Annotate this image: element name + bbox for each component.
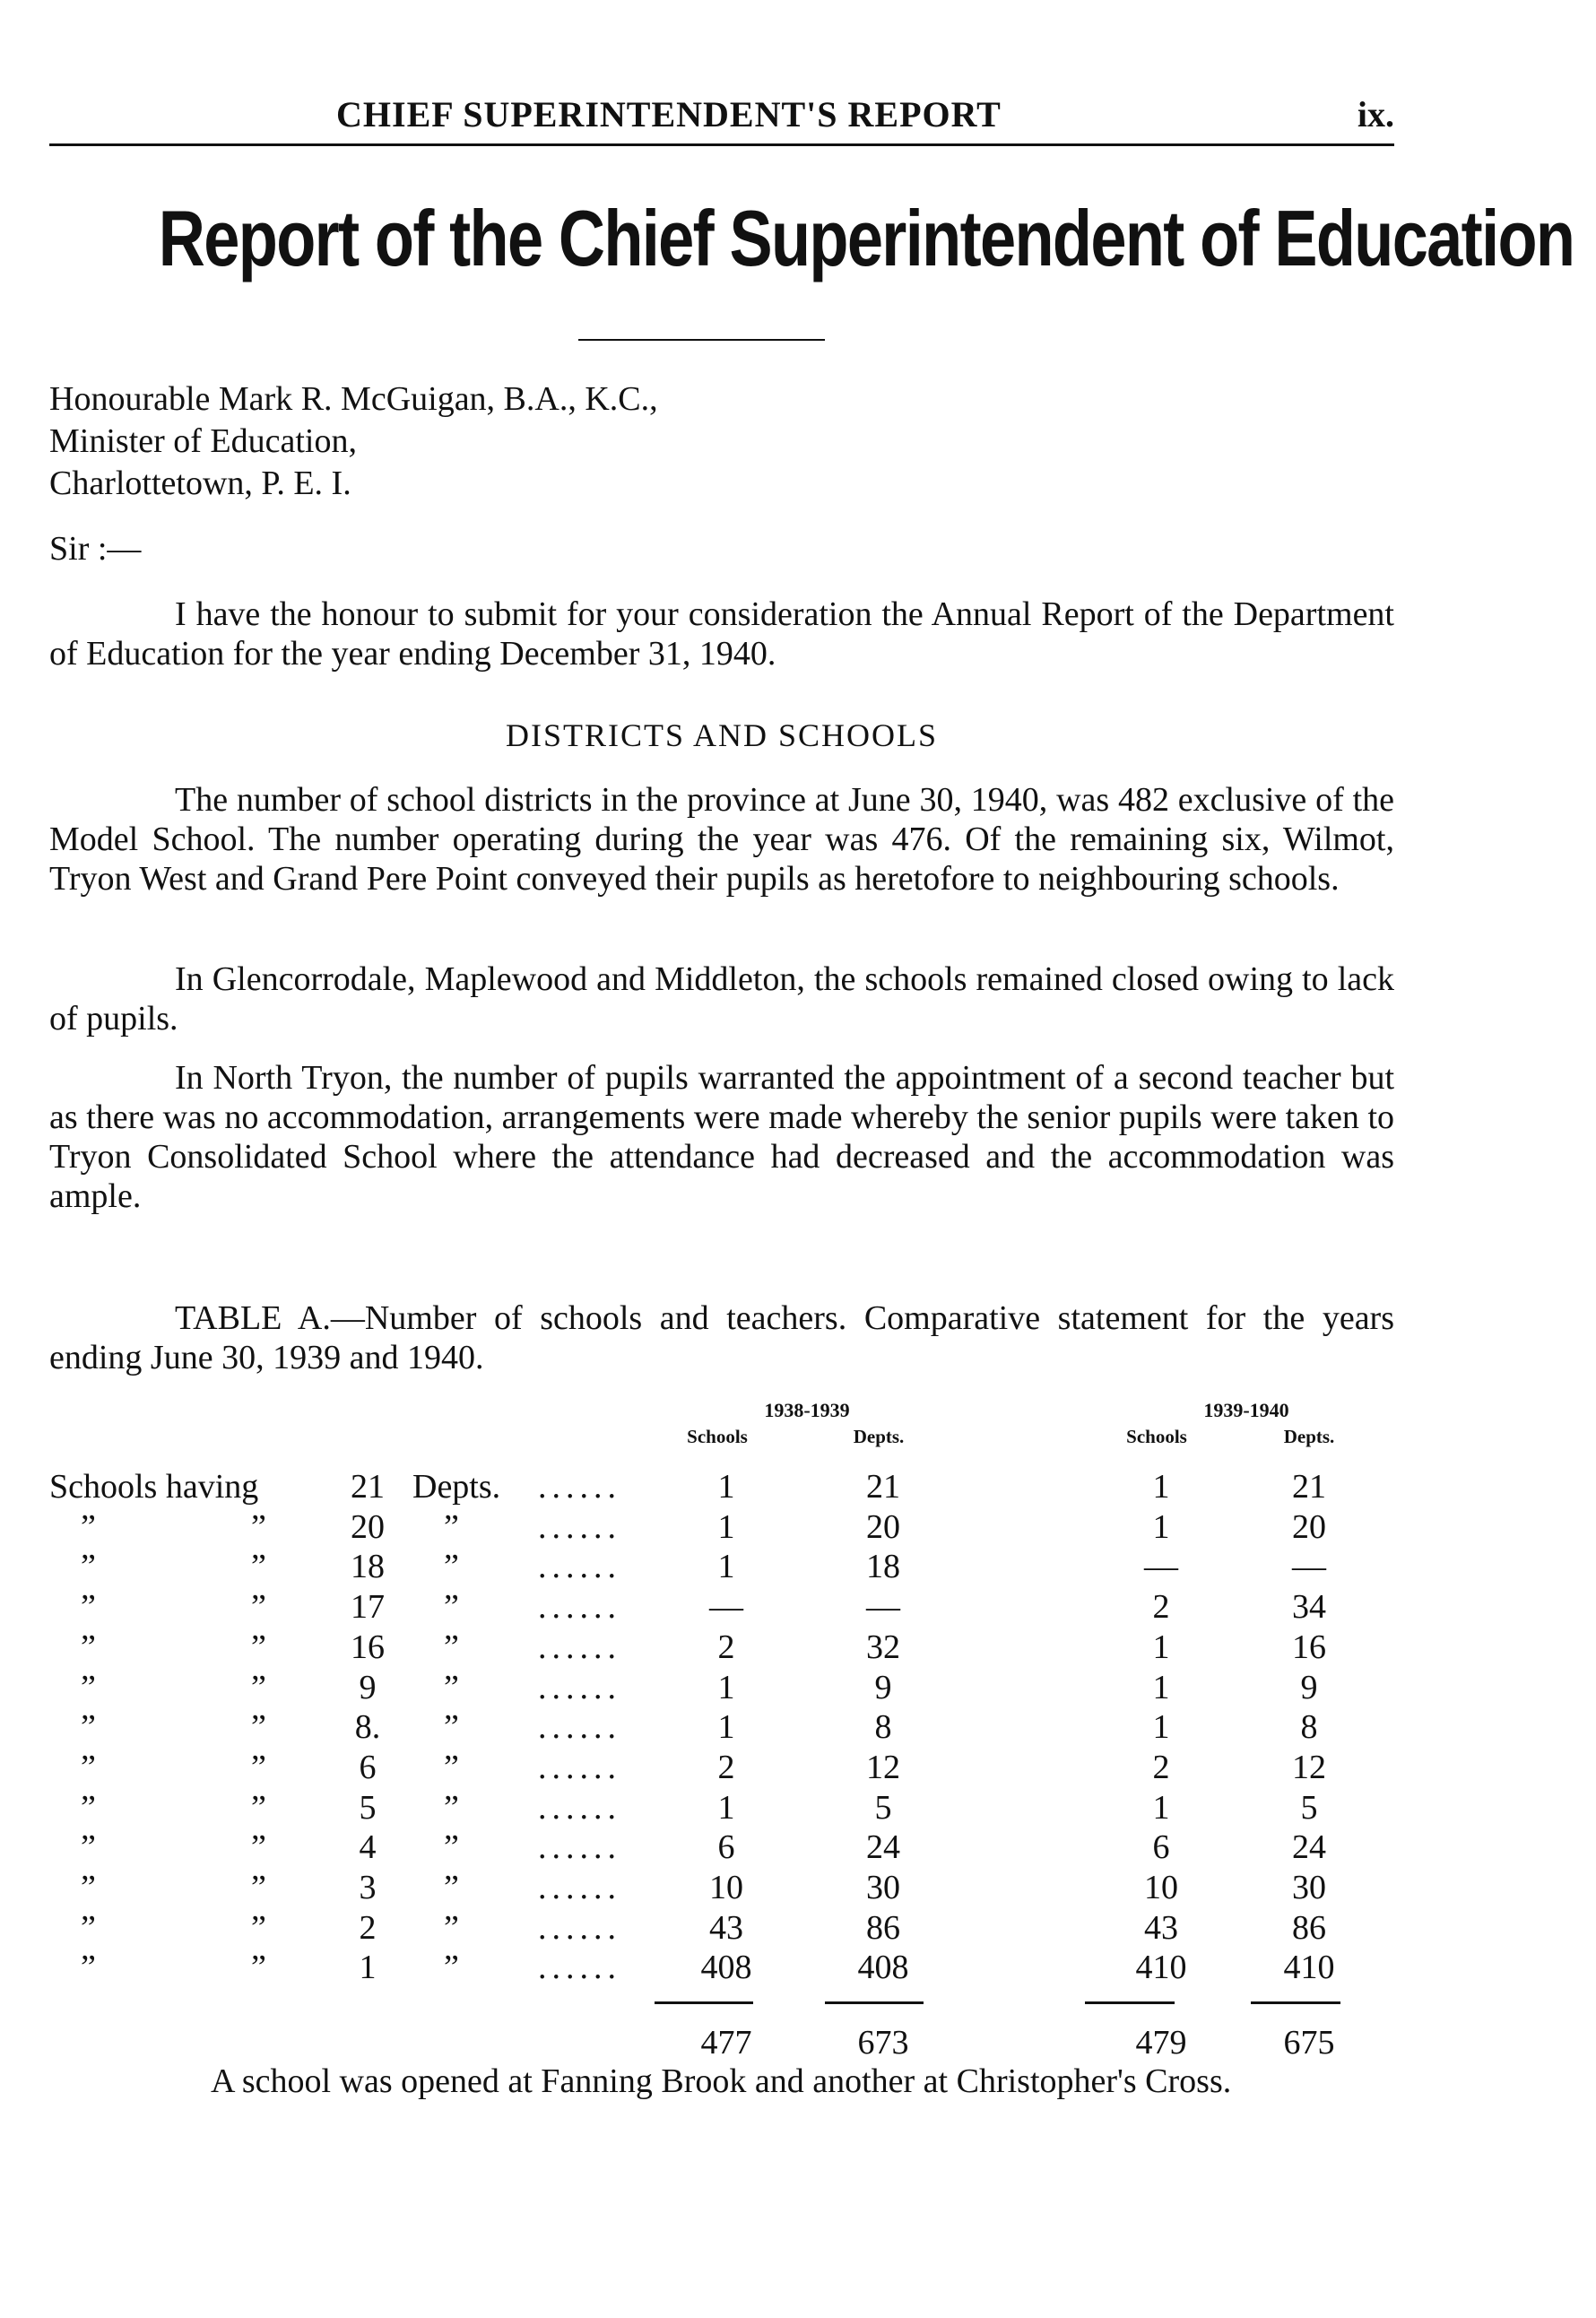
depts-1939: 9 bbox=[874, 1668, 892, 1706]
table-row bbox=[0, 1707, 1596, 1748]
depts-1939: 408 bbox=[857, 1949, 909, 1987]
schools-1939: — bbox=[709, 1588, 743, 1627]
ditto-mark: ” bbox=[444, 1748, 459, 1786]
table-row bbox=[0, 1668, 1596, 1708]
dept-count: 9 bbox=[359, 1668, 377, 1706]
leader-dots: ...... bbox=[538, 1949, 621, 1987]
schools-1939: 408 bbox=[700, 1949, 752, 1987]
schools-1940: 1 bbox=[1152, 1468, 1170, 1506]
title-divider bbox=[578, 339, 825, 341]
schools-1939: 6 bbox=[717, 1828, 735, 1867]
depts-1940: 30 bbox=[1292, 1869, 1326, 1906]
ditto-mark: ” bbox=[444, 1869, 459, 1906]
schools-1939: 43 bbox=[709, 1908, 743, 1947]
dept-count: 3 bbox=[359, 1869, 377, 1906]
column-header-schools: Schools bbox=[687, 1426, 748, 1447]
ditto-mark: ” bbox=[251, 1628, 266, 1666]
total-depts-1940: 675 bbox=[1283, 2024, 1335, 2062]
leader-dots: ...... bbox=[538, 1708, 621, 1747]
total-schools-1940: 479 bbox=[1135, 2024, 1187, 2062]
closed-schools-paragraph: In Glencorrodale, Maplewood and Middleton, the schools remained closed owing to lack of pupils. bbox=[49, 960, 1394, 1037]
table-row bbox=[0, 1507, 1596, 1548]
leader-dots: ...... bbox=[538, 1507, 621, 1546]
ditto-mark: ” bbox=[81, 1869, 96, 1906]
ditto-mark: ” bbox=[251, 1788, 266, 1827]
table-row bbox=[0, 1547, 1596, 1587]
dept-count: 8. bbox=[354, 1708, 381, 1747]
dept-count: 18 bbox=[351, 1548, 385, 1586]
ditto-mark: ” bbox=[81, 1507, 96, 1546]
dept-count: 5 bbox=[359, 1788, 377, 1827]
depts-1940: 21 bbox=[1292, 1468, 1326, 1506]
depts-1940: 9 bbox=[1300, 1668, 1318, 1706]
depts-1939: 18 bbox=[866, 1548, 900, 1586]
schools-1940: 43 bbox=[1144, 1908, 1178, 1947]
schools-1939: 2 bbox=[717, 1628, 735, 1666]
ditto-mark: ” bbox=[444, 1708, 459, 1747]
depts-1939: 24 bbox=[866, 1828, 900, 1867]
depts-1939: 20 bbox=[866, 1507, 900, 1546]
schools-1940: — bbox=[1144, 1548, 1178, 1586]
column-header-depts: Depts. bbox=[853, 1426, 905, 1447]
schools-1940: 10 bbox=[1144, 1869, 1178, 1906]
address-line: Honourable Mark R. McGuigan, B.A., K.C., bbox=[49, 380, 658, 418]
depts-1939: — bbox=[866, 1588, 900, 1627]
ditto-mark: ” bbox=[81, 1588, 96, 1627]
depts-1939: 86 bbox=[866, 1908, 900, 1947]
ditto-mark: ” bbox=[251, 1828, 266, 1867]
schools-1939: 1 bbox=[717, 1468, 735, 1506]
north-tryon-paragraph: In North Tryon, the number of pupils warranted the appointment of a second teacher but as there was no accommodation, arrangements were made whereby the senior pupils were taken to Tryon Consolidated School where the attendance had decreased and the accommodation was ample. bbox=[49, 1059, 1394, 1215]
section-heading: DISTRICTS AND SCHOOLS bbox=[505, 717, 939, 753]
dept-count: 16 bbox=[351, 1628, 385, 1666]
table-caption: TABLE A.—Number of schools and teachers. Comparative statement for the years ending June 30, 1939 and 1940. bbox=[49, 1299, 1394, 1376]
dept-count: 1 bbox=[359, 1949, 377, 1987]
depts-1940: 8 bbox=[1300, 1708, 1318, 1747]
depts-1939: 8 bbox=[874, 1708, 892, 1747]
table-row bbox=[0, 1948, 1596, 1988]
schools-1940: 1 bbox=[1152, 1628, 1170, 1666]
ditto-mark: ” bbox=[251, 1668, 266, 1706]
depts-1939: 5 bbox=[874, 1788, 892, 1827]
address-block bbox=[49, 378, 658, 505]
dept-count: 17 bbox=[351, 1588, 385, 1627]
table-row bbox=[0, 1467, 1596, 1507]
schools-1939: 2 bbox=[717, 1748, 735, 1786]
schools-1940: 1 bbox=[1152, 1708, 1170, 1747]
schools-1940: 1 bbox=[1152, 1668, 1170, 1706]
depts-1940: — bbox=[1292, 1548, 1326, 1586]
ditto-mark: ” bbox=[444, 1628, 459, 1666]
depts-1939: 12 bbox=[866, 1748, 900, 1786]
column-year-1939: 1938-1939 bbox=[764, 1399, 850, 1421]
leader-dots: ...... bbox=[538, 1468, 621, 1506]
ditto-mark: ” bbox=[81, 1908, 96, 1947]
total-schools-1939: 477 bbox=[700, 2024, 752, 2062]
ditto-mark: ” bbox=[81, 1788, 96, 1827]
ditto-mark: ” bbox=[444, 1507, 459, 1546]
depts-1940: 86 bbox=[1292, 1908, 1326, 1947]
ditto-mark: ” bbox=[444, 1908, 459, 1947]
schools-1939: 10 bbox=[709, 1869, 743, 1906]
schools-1939: 1 bbox=[717, 1788, 735, 1827]
total-depts-1939: 673 bbox=[857, 2024, 909, 2062]
schools-1940: 410 bbox=[1135, 1949, 1187, 1987]
ditto-mark: ” bbox=[81, 1548, 96, 1586]
schools-1940: 2 bbox=[1152, 1748, 1170, 1786]
leader-dots: ...... bbox=[538, 1788, 621, 1827]
table-row bbox=[0, 1827, 1596, 1868]
table-row bbox=[0, 1628, 1596, 1668]
leader-dots: ...... bbox=[538, 1828, 621, 1867]
depts-1940: 20 bbox=[1292, 1507, 1326, 1546]
page-number: ix. bbox=[1357, 94, 1394, 135]
ditto-mark: ” bbox=[81, 1668, 96, 1706]
dept-count: 4 bbox=[359, 1828, 377, 1867]
depts-1940: 34 bbox=[1292, 1588, 1326, 1627]
ditto-mark: ” bbox=[81, 1828, 96, 1867]
leader-dots: ...... bbox=[538, 1588, 621, 1627]
leader-dots: ...... bbox=[538, 1668, 621, 1706]
table-row bbox=[0, 1748, 1596, 1788]
schools-1939: 1 bbox=[717, 1708, 735, 1747]
address-line: Charlottetown, P. E. I. bbox=[49, 464, 351, 502]
row-label-suffix: Depts. bbox=[412, 1468, 501, 1506]
address-line: Minister of Education, bbox=[49, 422, 357, 460]
schools-1940: 2 bbox=[1152, 1588, 1170, 1627]
ditto-mark: ” bbox=[444, 1548, 459, 1586]
column-header-schools: Schools bbox=[1126, 1426, 1187, 1447]
column-year-1940: 1939-1940 bbox=[1203, 1399, 1289, 1421]
depts-1939: 30 bbox=[866, 1869, 900, 1906]
depts-1940: 24 bbox=[1292, 1828, 1326, 1867]
leader-dots: ...... bbox=[538, 1748, 621, 1786]
table-row bbox=[0, 1908, 1596, 1949]
table-row bbox=[0, 1868, 1596, 1908]
ditto-mark: ” bbox=[81, 1748, 96, 1786]
ditto-mark: ” bbox=[444, 1949, 459, 1987]
schools-1940: 1 bbox=[1152, 1507, 1170, 1546]
sum-rule bbox=[825, 2001, 924, 2004]
ditto-mark: ” bbox=[251, 1949, 266, 1987]
ditto-mark: ” bbox=[444, 1828, 459, 1867]
salutation: Sir :— bbox=[49, 530, 142, 568]
leader-dots: ...... bbox=[538, 1548, 621, 1586]
schools-1939: 1 bbox=[717, 1668, 735, 1706]
ditto-mark: ” bbox=[81, 1949, 96, 1987]
ditto-mark: ” bbox=[251, 1588, 266, 1627]
table-row bbox=[0, 1788, 1596, 1828]
ditto-mark: ” bbox=[251, 1869, 266, 1906]
leader-dots: ...... bbox=[538, 1908, 621, 1947]
table-totals-row bbox=[0, 2023, 1596, 2063]
depts-1939: 21 bbox=[866, 1468, 900, 1506]
ditto-mark: ” bbox=[81, 1708, 96, 1747]
districts-paragraph: The number of school districts in the province at June 30, 1940, was 482 exclusive of the Model School. The number operating during the year was 476. Of the remaining six, Wilmot, Tryon West and Grand Pere Point conveyed their pupils as heretofore to neighbouring schools. bbox=[49, 781, 1394, 898]
ditto-mark: ” bbox=[444, 1788, 459, 1827]
ditto-mark: ” bbox=[251, 1708, 266, 1747]
dept-count: 6 bbox=[359, 1748, 377, 1786]
schools-1939: 1 bbox=[717, 1548, 735, 1586]
ditto-mark: ” bbox=[251, 1748, 266, 1786]
sum-rule bbox=[1085, 2001, 1175, 2004]
table-row bbox=[0, 1587, 1596, 1628]
sum-rule bbox=[1251, 2001, 1340, 2004]
column-header-depts: Depts. bbox=[1283, 1426, 1335, 1447]
ditto-mark: ” bbox=[444, 1668, 459, 1706]
ditto-mark: ” bbox=[251, 1507, 266, 1546]
page-title: Report of the Chief Superintendent of Education bbox=[158, 194, 1574, 282]
schools-1940: 6 bbox=[1152, 1828, 1170, 1867]
leader-dots: ...... bbox=[538, 1628, 621, 1666]
ditto-mark: ” bbox=[444, 1588, 459, 1627]
depts-1940: 5 bbox=[1300, 1788, 1318, 1827]
depts-1940: 12 bbox=[1292, 1748, 1326, 1786]
dept-count: 2 bbox=[359, 1908, 377, 1947]
sum-rule bbox=[655, 2001, 753, 2004]
running-header bbox=[49, 90, 1394, 146]
ditto-mark: ” bbox=[251, 1548, 266, 1586]
depts-1940: 410 bbox=[1283, 1949, 1335, 1987]
depts-1939: 32 bbox=[866, 1628, 900, 1666]
closing-paragraph: A school was opened at Fanning Brook and another at Christopher's Cross. bbox=[211, 2062, 1232, 2100]
dept-count: 21 bbox=[351, 1468, 385, 1506]
schools-1940: 1 bbox=[1152, 1788, 1170, 1827]
depts-1940: 16 bbox=[1292, 1628, 1326, 1666]
ditto-mark: ” bbox=[251, 1908, 266, 1947]
running-title: CHIEF SUPERINTENDENT'S REPORT bbox=[336, 94, 1002, 135]
intro-paragraph: I have the honour to submit for your consideration the Annual Report of the Department of Education for the year ending December 31, 1940. bbox=[49, 595, 1394, 673]
dept-count: 20 bbox=[351, 1507, 385, 1546]
ditto-mark: ” bbox=[81, 1628, 96, 1666]
leader-dots: ...... bbox=[538, 1869, 621, 1906]
row-label: Schools having bbox=[49, 1468, 259, 1506]
schools-1939: 1 bbox=[717, 1507, 735, 1546]
